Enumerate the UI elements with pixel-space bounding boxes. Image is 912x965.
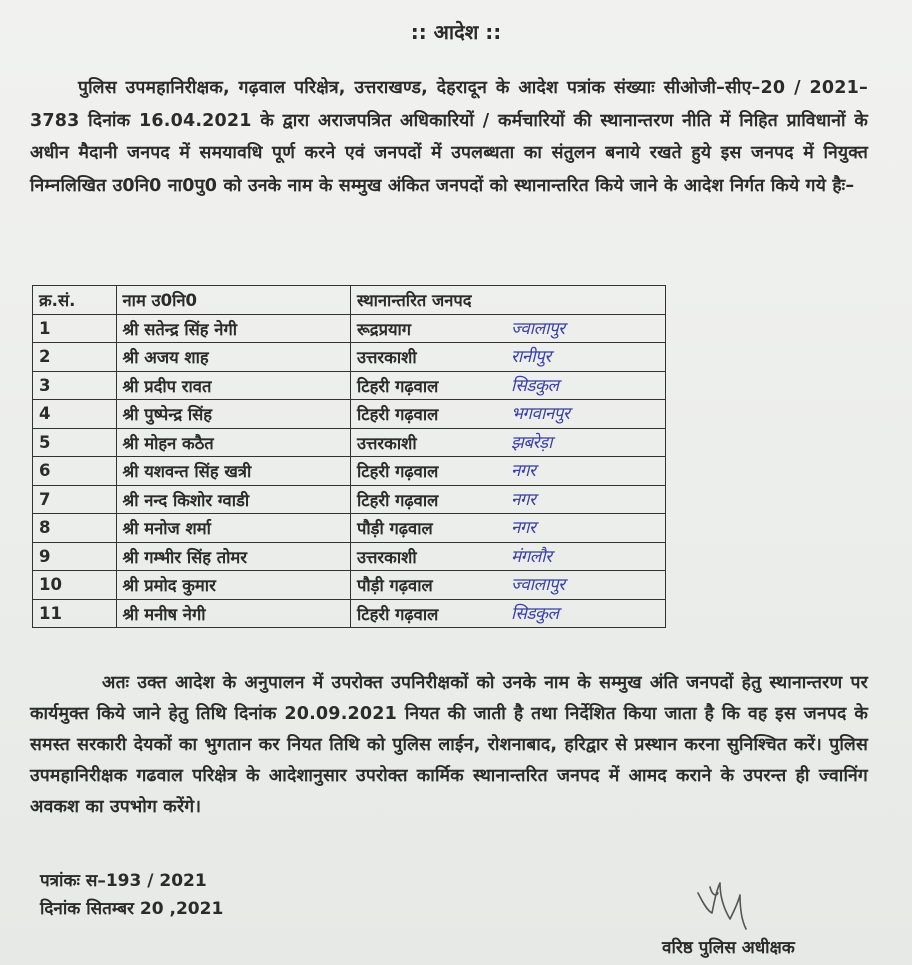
handwritten-note: ज्वालापुर <box>510 575 565 595</box>
handwritten-note: सिडकुल <box>510 375 559 396</box>
header-sno: क्र.सं. <box>33 286 117 315</box>
cell-district <box>350 371 665 400</box>
table-row <box>33 542 666 571</box>
cell-name: श्री सतेन्द्र सिंह नेगी <box>116 314 350 343</box>
cell-name: श्री मनीष नेगी <box>116 599 350 628</box>
district-text: टिहरी गढ़वाल <box>356 490 439 510</box>
cell-district <box>350 400 665 429</box>
cell-name: श्री पुष्पेन्द्र सिंह <box>116 400 350 429</box>
table-row <box>33 343 666 372</box>
handwritten-note: नगर <box>510 518 536 538</box>
table-header-row <box>33 286 666 315</box>
district-text: उत्तरकाशी <box>356 348 417 368</box>
cell-name: श्री प्रदीप रावत <box>116 371 350 400</box>
district-text: टिहरी गढ़वाल <box>356 604 439 624</box>
cell-name: श्री गम्भीर सिंह तोमर <box>116 542 350 571</box>
handwritten-note: मंगलौर <box>510 546 552 567</box>
cell-name: श्री मनोज शर्मा <box>116 514 350 543</box>
cell-district <box>350 428 665 457</box>
district-text: पौड़ी गढ़वाल <box>356 519 433 539</box>
handwritten-note: ज्वालापुर <box>510 318 565 339</box>
cell-sno: 9 <box>33 542 117 571</box>
cell-district <box>350 599 665 628</box>
transfer-table <box>32 285 666 628</box>
table-row <box>33 371 666 400</box>
cell-district <box>350 571 665 600</box>
table-row <box>33 428 666 457</box>
handwritten-note: नगर <box>510 461 536 481</box>
handwritten-note: भगवानपुर <box>510 404 570 424</box>
cell-district <box>350 314 665 343</box>
cell-district <box>350 514 665 543</box>
table-row <box>33 314 666 343</box>
cell-name: श्री मोहन कठैत <box>116 428 350 457</box>
cell-sno: 7 <box>33 485 117 514</box>
district-text: उत्तरकाशी <box>356 433 417 453</box>
handwritten-note: नगर <box>510 489 536 510</box>
district-text: टिहरी गढ़वाल <box>356 376 439 396</box>
letter-date: दिनांक सितम्बर 20 ,2021 <box>40 899 224 919</box>
cell-sno: 1 <box>33 314 117 343</box>
cell-sno: 11 <box>33 599 117 628</box>
cell-district <box>350 457 665 486</box>
order-title: :: आदेश :: <box>410 20 502 44</box>
table-row <box>33 457 666 486</box>
handwritten-note: रानीपुर <box>510 347 551 367</box>
letter-number: पत्रांकः स–193 / 2021 <box>40 871 207 891</box>
cell-district <box>350 542 665 571</box>
cell-sno: 5 <box>33 428 117 457</box>
table-row <box>33 400 666 429</box>
handwritten-note: झबरेड़ा <box>510 432 552 453</box>
district-text: रूद्रप्रयाग <box>356 319 412 339</box>
cell-name: श्री प्रमोद कुमार <box>116 571 350 600</box>
district-text: पौड़ी गढ़वाल <box>356 576 433 596</box>
district-text: टिहरी गढ़वाल <box>356 405 439 425</box>
cell-sno: 6 <box>33 457 117 486</box>
cell-sno: 10 <box>33 571 117 600</box>
header-district: स्थानान्तरित जनपद <box>350 286 665 315</box>
district-text: उत्तरकाशी <box>356 547 417 567</box>
signature-mark <box>690 875 760 935</box>
handwritten-note: सिडकुल <box>510 603 559 624</box>
cell-district <box>350 485 665 514</box>
table-row <box>33 514 666 543</box>
cell-sno: 8 <box>33 514 117 543</box>
cell-sno: 3 <box>33 371 117 400</box>
header-name: नाम उ0नि0 <box>116 286 350 315</box>
closing-paragraph: अतः उक्त आदेश के अनुपालन में उपरोक्त उपनिरीक्षकों को उनके नाम के सम्मुख अंति जनपदों हेतु स्थानान्तरण पर कार्यमुक्त किये जाने हेतु तिथि दिनांक 20.09.2021 नियत की जाती है तथा निर्देशित किया जाता है कि वह इस जनपद के समस्त सरकारी देयकों का भुगतान कर नियत तिथि को पुलिस लाईन, रोशनाबाद, हरिद्वार से प्रस्थान करना सुनिश्चित करें। पुलिस उपमहानिरीक्षक गढवाल परिक्षेत्र के आदेशानुसार उपरोक्त कार्मिक स्थानान्तरित जनपद में आमद कराने के उपरन्त ही ज्वानिंग अवकश का उपभोग करेंगे। <box>30 673 868 817</box>
cell-sno: 4 <box>33 400 117 429</box>
cell-district <box>350 343 665 372</box>
cell-name: श्री यशवन्त सिंह खत्री <box>116 457 350 486</box>
cell-sno: 2 <box>33 343 117 372</box>
district-text: टिहरी गढ़वाल <box>356 462 439 482</box>
intro-paragraph: पुलिस उपमहानिरीक्षक, गढ़वाल परिक्षेत्र, उत्तराखण्ड, देहरादून के आदेश पत्रांक संख्याः सीओजी–सीए–20 / 2021–3783 दिनांक 16.04.2021 के द्वारा अराजपत्रित अधिकारियों / कर्मचारियों की स्थानान्तरण नीति में निहित प्राविधानों के अधीन मैदानी जनपद में समयावधि पूर्ण करने एवं जनपदों में उपलब्धता का संतुलन बनाये रखते हुये इस जनपद में नियुक्त निम्नलिखित उ0नि0 ना0पु0 को उनके नाम के सम्मुख अंकित जनपदों को स्थानान्तरित किये जाने के आदेश निर्गत किये गये हैः– <box>30 78 868 196</box>
cell-name: श्री नन्द किशोर ग्वाडी <box>116 485 350 514</box>
cell-name: श्री अजय शाह <box>116 343 350 372</box>
table-row <box>33 571 666 600</box>
table-row <box>33 599 666 628</box>
table-row <box>33 485 666 514</box>
signatory-designation: वरिष्ठ पुलिस अधीक्षक <box>662 938 795 958</box>
